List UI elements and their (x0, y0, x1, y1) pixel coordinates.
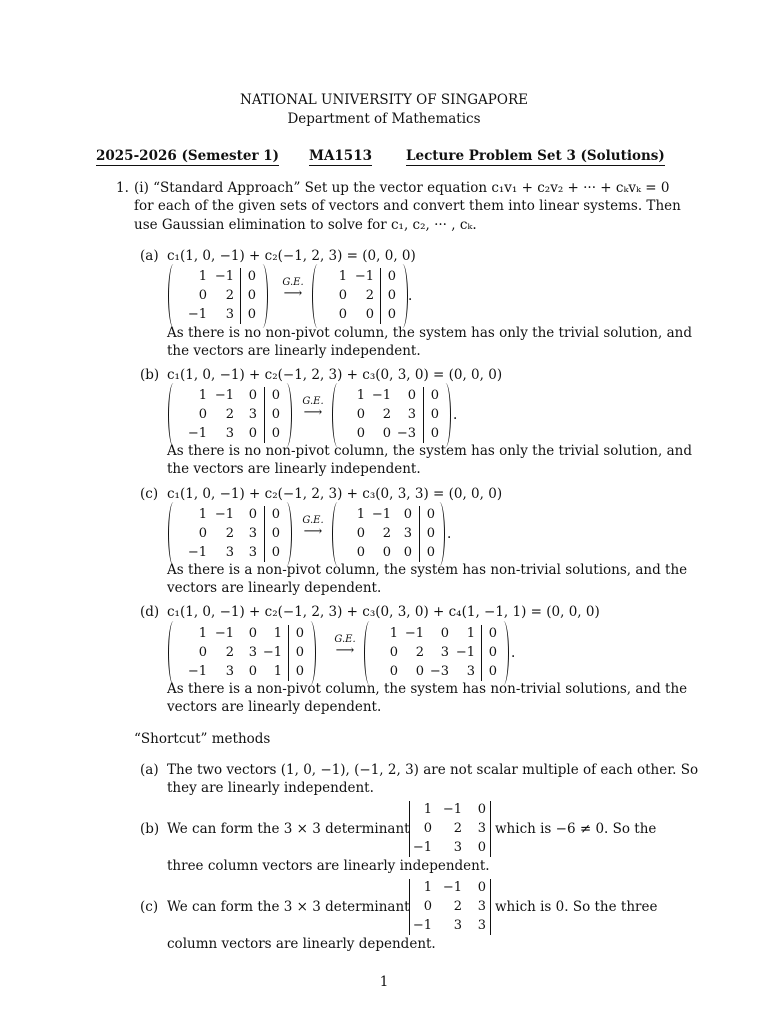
shortcut-b-result: which is −6 ≠ 0. So the (495, 821, 657, 837)
matrix-entry: 0 (430, 407, 439, 422)
right-paren (305, 621, 316, 685)
part-d-conclusion-2: vectors are linearly dependent. (167, 699, 382, 715)
matrix-entry: 3 (440, 645, 449, 660)
matrix-entry: 0 (426, 545, 435, 560)
matrix-entry: 3 (248, 645, 257, 660)
matrix-entry: 2 (382, 407, 391, 422)
determinant-entry: −1 (442, 802, 462, 817)
matrix-entry: 3 (225, 545, 234, 560)
ge-arrow (298, 515, 328, 539)
matrix-entry: −1 (371, 388, 391, 403)
matrix-entry: 0 (295, 645, 304, 660)
matrix-entry: 0 (198, 526, 207, 541)
period: . (447, 526, 452, 542)
matrix-entry: 0 (271, 388, 280, 403)
matrix-left (168, 387, 292, 443)
matrix-entry: 3 (403, 526, 412, 541)
shortcut-c-result: which is 0. So the three (495, 899, 658, 915)
right-paren (434, 502, 445, 566)
matrix-entry: −1 (354, 269, 374, 284)
matrix-left (168, 625, 316, 681)
determinant-entry: 0 (477, 880, 486, 895)
determinant-entry: 3 (453, 918, 462, 933)
determinant-entry: −1 (442, 880, 462, 895)
determinant-entry: 2 (453, 899, 462, 914)
matrix-entry: −1 (262, 645, 282, 660)
shortcut-c-line-2: column vectors are linearly dependent. (167, 936, 436, 952)
matrix-entry: 3 (407, 407, 416, 422)
matrix-entry: −1 (187, 426, 207, 441)
matrix-entry: 0 (387, 269, 396, 284)
matrix-entry: 0 (248, 664, 257, 679)
determinant-entry: 3 (477, 918, 486, 933)
matrix-left (168, 268, 268, 324)
matrix-entry: 2 (225, 645, 234, 660)
matrix-entry: 1 (198, 388, 207, 403)
matrix-entry: 0 (365, 307, 374, 322)
matrix-entry: 3 (248, 545, 257, 560)
determinant-entry: −1 (412, 840, 432, 855)
ge-arrow (298, 396, 328, 420)
left-paren (168, 621, 179, 685)
matrix-entry: 0 (488, 664, 497, 679)
matrix-entry: 3 (248, 407, 257, 422)
matrix-entry: −3 (429, 664, 449, 679)
determinant-entry: 3 (477, 821, 486, 836)
matrix-entry: 0 (295, 626, 304, 641)
matrix-entry: 1 (198, 269, 207, 284)
ge-label: G.E. (302, 396, 324, 407)
matrix-entry: −1 (214, 626, 234, 641)
page-number: 1 (379, 974, 389, 990)
matrix-entry: 2 (382, 526, 391, 541)
matrix-entry: −1 (187, 664, 207, 679)
matrix-entry: 0 (389, 664, 398, 679)
left-paren (312, 264, 323, 328)
matrix-entry: 2 (225, 407, 234, 422)
matrix-entry: 0 (382, 426, 391, 441)
part-a-conclusion-2: the vectors are linearly independent. (167, 343, 421, 359)
part-d-equation: c₁(1, 0, −1) + c₂(−1, 2, 3) + c₃(0, 3, 0) + c₄(1, −1, 1) = (0, 0, 0) (167, 604, 600, 620)
determinant-entry: 0 (477, 802, 486, 817)
matrix-entry: 0 (430, 426, 439, 441)
shortcut-a-line-2: they are linearly independent. (167, 780, 374, 796)
matrix-entry: 1 (198, 626, 207, 641)
matrix-entry: 0 (248, 388, 257, 403)
part-d-conclusion-1: As there is a non-pivot column, the system has non-trivial solutions, and the (167, 681, 688, 697)
matrix-entry: 0 (295, 664, 304, 679)
matrix-entry: 3 (225, 426, 234, 441)
arrow-glyph: ⟶ (335, 643, 355, 658)
matrix-entry: 3 (225, 664, 234, 679)
determinant-entry: 1 (423, 880, 432, 895)
period: . (408, 288, 413, 304)
shortcut-heading: “Shortcut” methods (134, 731, 271, 747)
right-paren (281, 383, 292, 447)
determinant-entry: 1 (423, 802, 432, 817)
ge-label: G.E. (302, 515, 324, 526)
matrix-right (364, 625, 509, 681)
matrix-entry: 0 (440, 626, 449, 641)
determinant-entry: 3 (453, 840, 462, 855)
shortcut-b-text: We can form the 3 × 3 determinant (167, 821, 410, 837)
part-b-label: (b) (140, 367, 160, 383)
department-name: Department of Mathematics (287, 111, 481, 127)
matrix-entry: 2 (225, 288, 234, 303)
matrix-entry: 0 (356, 526, 365, 541)
arrow-glyph: ⟶ (283, 286, 303, 301)
intro-line-1: (i) “Standard Approach” Set up the vector equation c₁v₁ + c₂v₂ + ··· + cₖvₖ = 0 (134, 180, 670, 196)
matrix-entry: 0 (248, 626, 257, 641)
matrix-entry: 0 (271, 407, 280, 422)
matrix-entry: 0 (382, 545, 391, 560)
right-paren (397, 264, 408, 328)
determinant-entry: 0 (423, 899, 432, 914)
matrix-entry: 0 (488, 645, 497, 660)
matrix-entry: 0 (356, 407, 365, 422)
matrix-entry: −1 (214, 269, 234, 284)
part-a-conclusion-1: As there is no non-pivot column, the system has only the trivial solution, and (167, 325, 692, 341)
matrix-entry: 1 (356, 507, 365, 522)
matrix-entry: 0 (338, 307, 347, 322)
matrix-entry: 0 (407, 388, 416, 403)
shortcut-b-label: (b) (140, 821, 160, 837)
matrix-entry: 0 (247, 269, 256, 284)
matrix-entry: 0 (198, 288, 207, 303)
matrix-entry: −1 (214, 388, 234, 403)
intro-line-3: use Gaussian elimination to solve for c₁, c₂, ··· , cₖ. (134, 217, 477, 233)
matrix-entry: 1 (273, 626, 282, 641)
matrix-entry: −1 (455, 645, 475, 660)
ge-arrow (278, 277, 308, 301)
matrix-right (332, 387, 451, 443)
semester-label: 2025-2026 (Semester 1) (96, 148, 280, 164)
matrix-entry: 1 (338, 269, 347, 284)
part-c-conclusion-2: vectors are linearly dependent. (167, 580, 382, 596)
matrix-entry: 1 (466, 626, 475, 641)
course-code: MA1513 (309, 148, 372, 164)
matrix-entry: 0 (271, 426, 280, 441)
matrix-entry: 2 (365, 288, 374, 303)
part-c-conclusion-1: As there is a non-pivot column, the system has non-trivial solutions, and the (167, 562, 688, 578)
determinant-entry: 0 (423, 821, 432, 836)
determinant-entry: 3 (477, 899, 486, 914)
arrow-glyph: ⟶ (303, 405, 323, 420)
ge-label: G.E. (334, 634, 356, 645)
part-a-equation: c₁(1, 0, −1) + c₂(−1, 2, 3) = (0, 0, 0) (167, 248, 416, 264)
determinant-entry: 0 (477, 840, 486, 855)
matrix-entry: 3 (225, 307, 234, 322)
matrix-entry: −1 (214, 507, 234, 522)
university-name: NATIONAL UNIVERSITY OF SINGAPORE (240, 92, 528, 108)
matrix-entry: 0 (248, 507, 257, 522)
determinant-entry: 2 (453, 821, 462, 836)
left-paren (168, 264, 179, 328)
part-c-equation: c₁(1, 0, −1) + c₂(−1, 2, 3) + c₃(0, 3, 3) = (0, 0, 0) (167, 486, 503, 502)
question-number: 1. (116, 180, 129, 196)
matrix-entry: 0 (247, 288, 256, 303)
matrix-entry: 1 (389, 626, 398, 641)
matrix-entry: 1 (273, 664, 282, 679)
matrix-entry: −3 (396, 426, 416, 441)
problem-set-title: Lecture Problem Set 3 (Solutions) (406, 148, 665, 164)
arrow-glyph: ⟶ (303, 524, 323, 539)
matrix-entry: 0 (198, 407, 207, 422)
matrix-entry: 0 (271, 507, 280, 522)
matrix-entry: 2 (225, 526, 234, 541)
matrix-entry: 0 (426, 526, 435, 541)
part-b-conclusion-2: the vectors are linearly independent. (167, 461, 421, 477)
matrix-left (168, 506, 292, 562)
matrix-entry: 0 (248, 426, 257, 441)
matrix-entry: 0 (403, 507, 412, 522)
matrix-entry: 2 (415, 645, 424, 660)
part-b-equation: c₁(1, 0, −1) + c₂(−1, 2, 3) + c₃(0, 3, 0) = (0, 0, 0) (167, 367, 503, 383)
ge-label: G.E. (282, 277, 304, 288)
matrix-right (312, 268, 408, 324)
matrix-entry: −1 (371, 507, 391, 522)
matrix-entry: 0 (387, 307, 396, 322)
matrix-entry: 0 (356, 426, 365, 441)
matrix-entry: 0 (488, 626, 497, 641)
left-paren (168, 502, 179, 566)
shortcut-b-line-2: three column vectors are linearly independent. (167, 858, 490, 874)
right-paren (257, 264, 268, 328)
matrix-entry: 0 (356, 545, 365, 560)
matrix-entry: 1 (198, 507, 207, 522)
matrix-entry: 0 (247, 307, 256, 322)
matrix-entry: −1 (404, 626, 424, 641)
matrix-entry: 0 (415, 664, 424, 679)
determinant-entry: −1 (412, 918, 432, 933)
part-b-conclusion-1: As there is no non-pivot column, the system has only the trivial solution, and (167, 443, 692, 459)
matrix-entry: 0 (271, 526, 280, 541)
matrix-entry: −1 (187, 545, 207, 560)
matrix-entry: 0 (338, 288, 347, 303)
ge-arrow (330, 634, 360, 658)
shortcut-a-line-1: The two vectors (1, 0, −1), (−1, 2, 3) are not scalar multiple of each other. So (167, 762, 699, 778)
right-paren (281, 502, 292, 566)
part-a-label: (a) (140, 248, 159, 264)
part-c-label: (c) (140, 486, 159, 502)
matrix-entry: 3 (248, 526, 257, 541)
shortcut-c-determinant (409, 879, 491, 935)
matrix-entry: 0 (271, 545, 280, 560)
matrix-entry: 1 (356, 388, 365, 403)
period: . (453, 407, 458, 423)
matrix-entry: 0 (430, 388, 439, 403)
matrix-entry: 0 (426, 507, 435, 522)
intro-line-2: for each of the given sets of vectors and convert them into linear systems. Then (134, 198, 681, 214)
period: . (511, 645, 516, 661)
matrix-entry: 0 (389, 645, 398, 660)
matrix-right (332, 506, 445, 562)
right-paren (440, 383, 451, 447)
part-d-label: (d) (140, 604, 160, 620)
matrix-entry: 3 (466, 664, 475, 679)
right-paren (498, 621, 509, 685)
shortcut-c-label: (c) (140, 899, 159, 915)
matrix-entry: 0 (198, 645, 207, 660)
shortcut-a-label: (a) (140, 762, 159, 778)
matrix-entry: 0 (387, 288, 396, 303)
matrix-entry: 0 (403, 545, 412, 560)
left-paren (168, 383, 179, 447)
shortcut-b-determinant (409, 801, 491, 857)
shortcut-c-text: We can form the 3 × 3 determinant (167, 899, 410, 915)
matrix-entry: −1 (187, 307, 207, 322)
